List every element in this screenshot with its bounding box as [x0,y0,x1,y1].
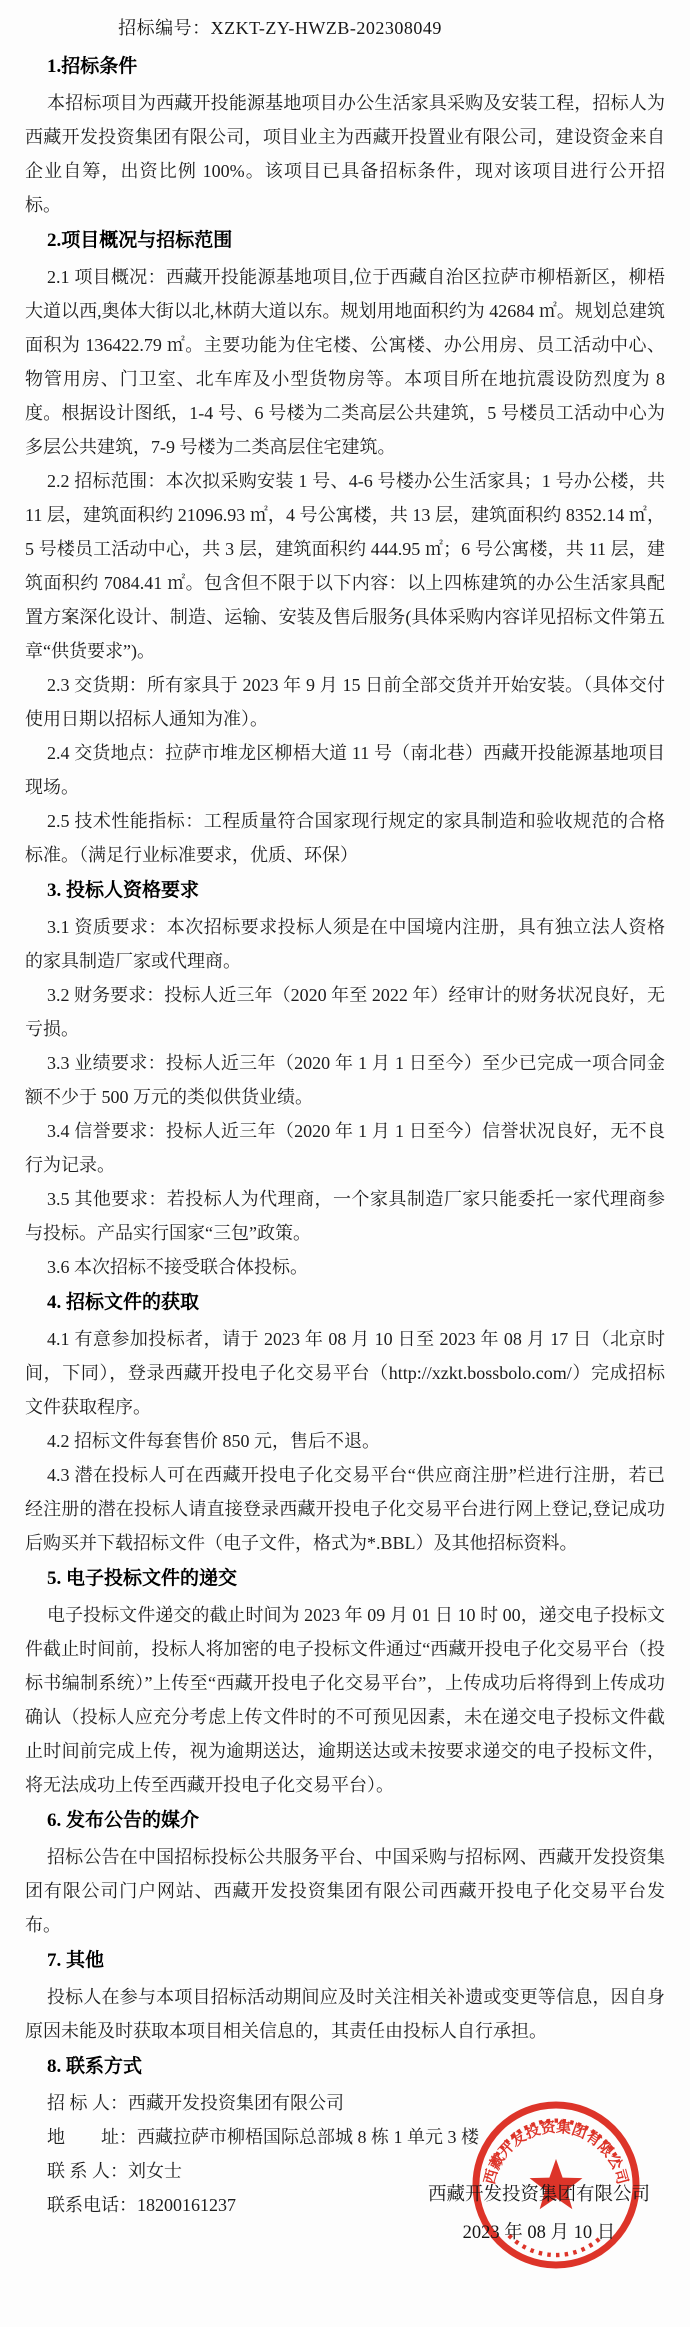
paragraph: 招标公告在中国招标投标公共服务平台、中国采购与招标网、西藏开发投资集团有限公司门户网站、西藏开发投资集团有限公司西藏开投电子化交易平台发布。 [25,1847,665,1935]
paragraph: 2.3 交货期：所有家具于 2023 年 9 月 15 日前全部交货并开始安装。（具体交付使用日期以招标人通知为准）。 [25,675,665,729]
paragraph: 4.1 有意参加投标者，请于 2023 年 08 月 10 日至 2023 年 08 月 17 日（北京时间，下同），登录西藏开投电子化交易平台（http://xzkt.bossbolo.com/）完成招标文件获取程序。 [25,1329,665,1417]
signature-company: 西藏开发投资集团有限公司 [427,2185,650,2205]
tender-number-value: XZKT-ZY-HWZB-202308049 [210,18,442,38]
paragraph: 电子投标文件递交的截止时间为 2023 年 09 月 01 日 10 时 00，递交电子投标文件截止时间前，投标人将加密的电子投标文件通过“西藏开投电子化交易平台（投标书编制系统）”上传至“西藏开投电子化交易平台”，上传成功后将得到上传成功确认（投标人应充分考虑上传文件时的不可预见因素，未在递交电子投标文件截止时间前完成上传，视为逾期送达，逾期送达或未按要求递交的电子投标文件，将无法成功上传至西藏开投电子化交易平台）。 [25,1605,665,1795]
contact-line: 地 址：西藏拉萨市柳梧国际总部城 8 栋 1 单元 3 楼 [47,2127,479,2147]
paragraph: 本招标项目为西藏开投能源基地项目办公生活家具采购及安装工程，招标人为西藏开发投资集团有限公司，项目业主为西藏开投置业有限公司，建设资金来自企业自筹，出资比例 100%。该项目已具备招标条件，现对该项目进行公开招标。 [25,93,665,215]
contact-line: 联 系 人：刘女士 [47,2161,182,2181]
section-heading: 6. 发布公告的媒介 [47,1810,200,1831]
paragraph: 投标人在参与本项目招标活动期间应及时关注相关补遗或变更等信息，因自身原因未能及时获取本项目相关信息的，其责任由投标人自行承担。 [25,1987,665,2041]
section-heading: 8. 联系方式 [47,2056,143,2077]
section-heading: 7. 其他 [47,1950,105,1971]
paragraph: 3.2 财务要求：投标人近三年（2020 年至 2022 年）经审计的财务状况良好，无亏损。 [25,985,665,1039]
paragraph: 2.2 招标范围：本次拟采购安装 1 号、4-6 号楼办公生活家具；1 号办公楼，共 11 层，建筑面积约 21096.93 ㎡，4 号公寓楼，共 13 层，建筑面积约 8352.14 ㎡，5 号楼员工活动中心，共 3 层，建筑面积约 444.95 ㎡；6 号公寓楼，共 11 层，建筑面积约 7084.41 ㎡。包含但不限于以下内容：以上四栋建筑的办公生活家具配置方案深化设计、制造、运输、安装及售后服务(具体采购内容详见招标文件第五章“供货要求”)。 [25,471,665,661]
seal-company-name: 西藏开发投资集团有限公司 [482,2119,630,2187]
paragraph: 3.1 资质要求：本次招标要求投标人须是在中国境内注册，具有独立法人资格的家具制造厂家或代理商。 [25,917,665,971]
paragraph: 4.2 招标文件每套售价 850 元，售后不退。 [47,1431,380,1451]
contact-line: 招 标 人：西藏开发投资集团有限公司 [47,2093,344,2113]
paragraph: 4.3 潜在投标人可在西藏开投电子化交易平台“供应商注册”栏进行注册，若已经注册的潜在投标人请直接登录西藏开投电子化交易平台进行网上登记,登记成功后购买并下载招标文件（电子文件，格式为*.BBL）及其他招标资料。 [25,1465,665,1553]
tender-number-label: 招标编号： [118,18,211,38]
section-heading: 3. 投标人资格要求 [47,880,200,901]
paragraph: 3.4 信誉要求：投标人近三年（2020 年 1 月 1 日至今）信誉状况良好，无不良行为记录。 [25,1121,665,1175]
section-heading: 5. 电子投标文件的递交 [47,1568,238,1589]
paragraph: 3.3 业绩要求：投标人近三年（2020 年 1 月 1 日至今）至少已完成一项合同金额不少于 500 万元的类似供货业绩。 [25,1053,665,1107]
contact-line: 联系电话：18200161237 [47,2195,236,2215]
signature-date: 2023 年 08 月 10 日 [462,2223,616,2243]
paragraph: 2.1 项目概况：西藏开投能源基地项目,位于西藏自治区拉萨市柳梧新区，柳梧大道以西,奥体大街以北,林荫大道以东。规划用地面积约为 42684 ㎡。规划总建筑面积为 136422.79 ㎡。主要功能为住宅楼、公寓楼、办公用房、员工活动中心、物管用房、门卫室、北车库及小型货物房等。本项目所在地抗震设防烈度为 8 度。根据设计图纸，1-4 号、6 号楼为二类高层公共建筑，5 号楼员工活动中心为多层公共建筑，7-9 号楼为二类高层住宅建筑。 [25,267,665,457]
document-body [0,40,690,2222]
paragraph: 3.5 其他要求：若投标人为代理商，一个家具制造厂家只能委托一家代理商参与投标。产品实行国家“三包”政策。 [25,1189,665,1243]
section-heading: 2.项目概况与招标范围 [47,230,233,251]
section-heading: 1.招标条件 [47,56,138,77]
signature-block [414,2176,664,2252]
paragraph: 3.6 本次招标不接受联合体投标。 [47,1257,308,1277]
paragraph: 2.5 技术性能指标：工程质量符合国家现行规定的家具制造和验收规范的合格标准。（满足行业标准要求，优质、环保） [25,811,665,865]
paragraph: 2.4 交货地点：拉萨市堆龙区柳梧大道 11 号（南北巷）西藏开投能源基地项目现场。 [25,743,665,797]
tender-number [0,0,690,40]
section-heading: 4. 招标文件的获取 [47,1292,200,1313]
